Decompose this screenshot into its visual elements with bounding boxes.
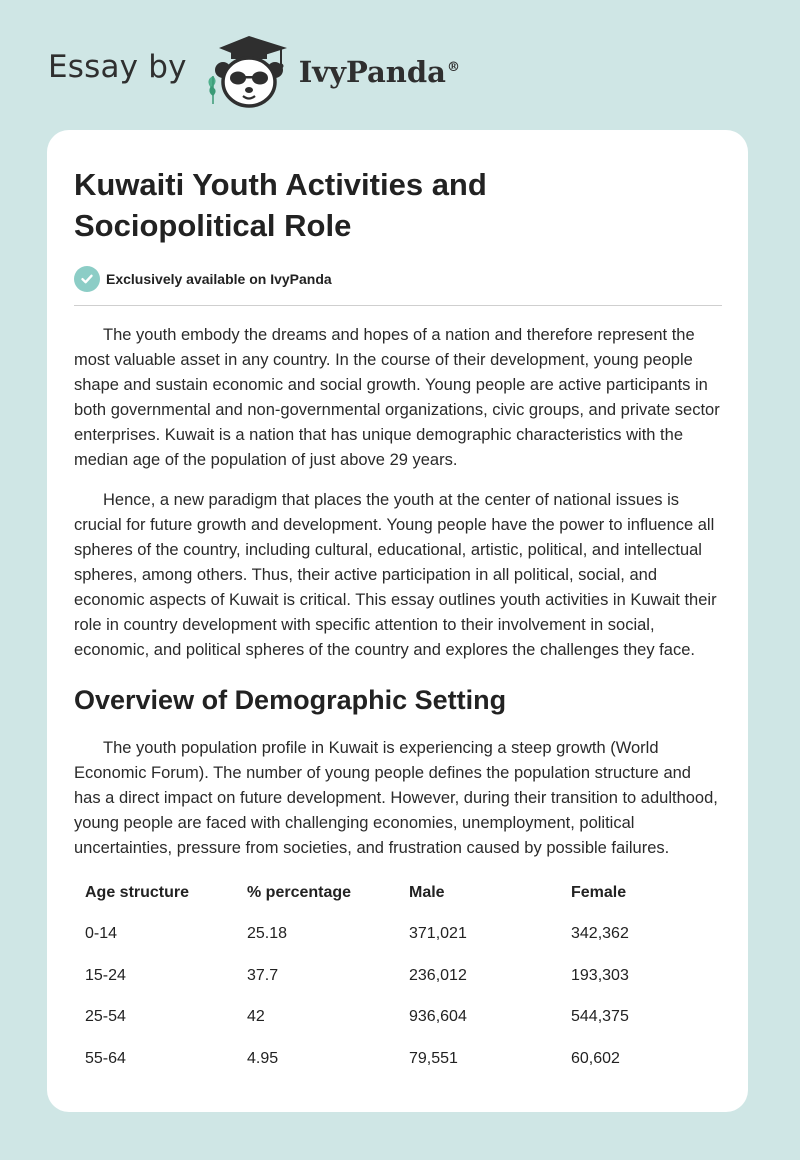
- column-header-percentage: % percentage: [247, 883, 352, 901]
- table-cell: 342,362: [571, 925, 629, 943]
- brand-name[interactable]: [299, 55, 460, 89]
- table-cell: 25.18: [247, 925, 288, 943]
- table-cell: 0-14: [85, 925, 118, 943]
- table-cell: 193,303: [571, 966, 629, 984]
- column-header-female: Female: [571, 883, 627, 901]
- table-cell: 60,602: [571, 1049, 620, 1067]
- intro-paragraph: The youth embody the dreams and hopes of a nation and therefore represent the most valuable asset in any country. In the course of their development, young people shape and sustain economic and social growth. Young people are active participants in both governmental and non-governmental organizations, civic groups, and private sector enterprises. Kuwait is a nation that has unique demographic characteristics with the median age of the population of just above 29 years.: [74, 326, 720, 469]
- section-paragraph: The youth population profile in Kuwait is experiencing a steep growth (World Economic Forum). The number of young people defines the population structure and has a direct impact on future development. However, during their transition to adulthood, young people are faced with challenging economies, unemployment, political uncertainties, pressure from societies, and frustration caused by possible failures.: [74, 739, 718, 857]
- essay-card: [47, 130, 748, 1112]
- exclusive-badge-text: Exclusively available on IvyPanda: [106, 271, 332, 287]
- panda-logo-icon[interactable]: [201, 30, 297, 110]
- table-cell: 42: [247, 1008, 265, 1026]
- thesis-paragraph: Hence, a new paradigm that places the youth at the center of national issues is crucial for future growth and development. Young people have the power to influence all spheres of the country, including cultural, educational, artistic, political, and intellectual spheres, among others. Thus, their active participation in all political, social, and economic aspects of Kuwait is critical. This essay outlines youth activities in Kuwait their role in country development with specific attention to their involvement in social, economic, and political spheres of the country and explores the challenges they face.: [74, 491, 717, 659]
- essay-title: Kuwaiti Youth Activities and Sociopolitical Role: [74, 167, 487, 243]
- table-cell: 25-54: [85, 1008, 126, 1026]
- title-divider: [74, 305, 722, 306]
- table-row: [74, 997, 722, 1039]
- site-header: [48, 30, 460, 110]
- table-cell: 79,551: [409, 1049, 458, 1067]
- table-cell: 236,012: [409, 966, 467, 984]
- column-header-male: Male: [409, 883, 445, 901]
- table-row: [74, 955, 722, 997]
- table-row: [74, 1038, 722, 1080]
- column-header-age: Age structure: [85, 883, 190, 901]
- table-cell: 4.95: [247, 1049, 279, 1067]
- table-cell: 55-64: [85, 1049, 126, 1067]
- table-cell: 544,375: [571, 1008, 629, 1026]
- demographics-table: [74, 872, 722, 1080]
- table-cell: 371,021: [409, 925, 467, 943]
- exclusive-badge: [74, 266, 722, 292]
- section-heading: Overview of Demographic Setting: [74, 685, 507, 715]
- table-cell: 936,604: [409, 1008, 467, 1026]
- table-row: [74, 914, 722, 956]
- brand-name-text: IvyPanda: [298, 55, 446, 89]
- table-cell: 15-24: [85, 966, 126, 984]
- brand-prefix: Essay by: [48, 49, 187, 85]
- table-header-row: [74, 872, 722, 914]
- registered-mark: ®: [446, 60, 460, 76]
- table-cell: 37.7: [247, 966, 279, 984]
- check-circle-icon: [74, 266, 100, 292]
